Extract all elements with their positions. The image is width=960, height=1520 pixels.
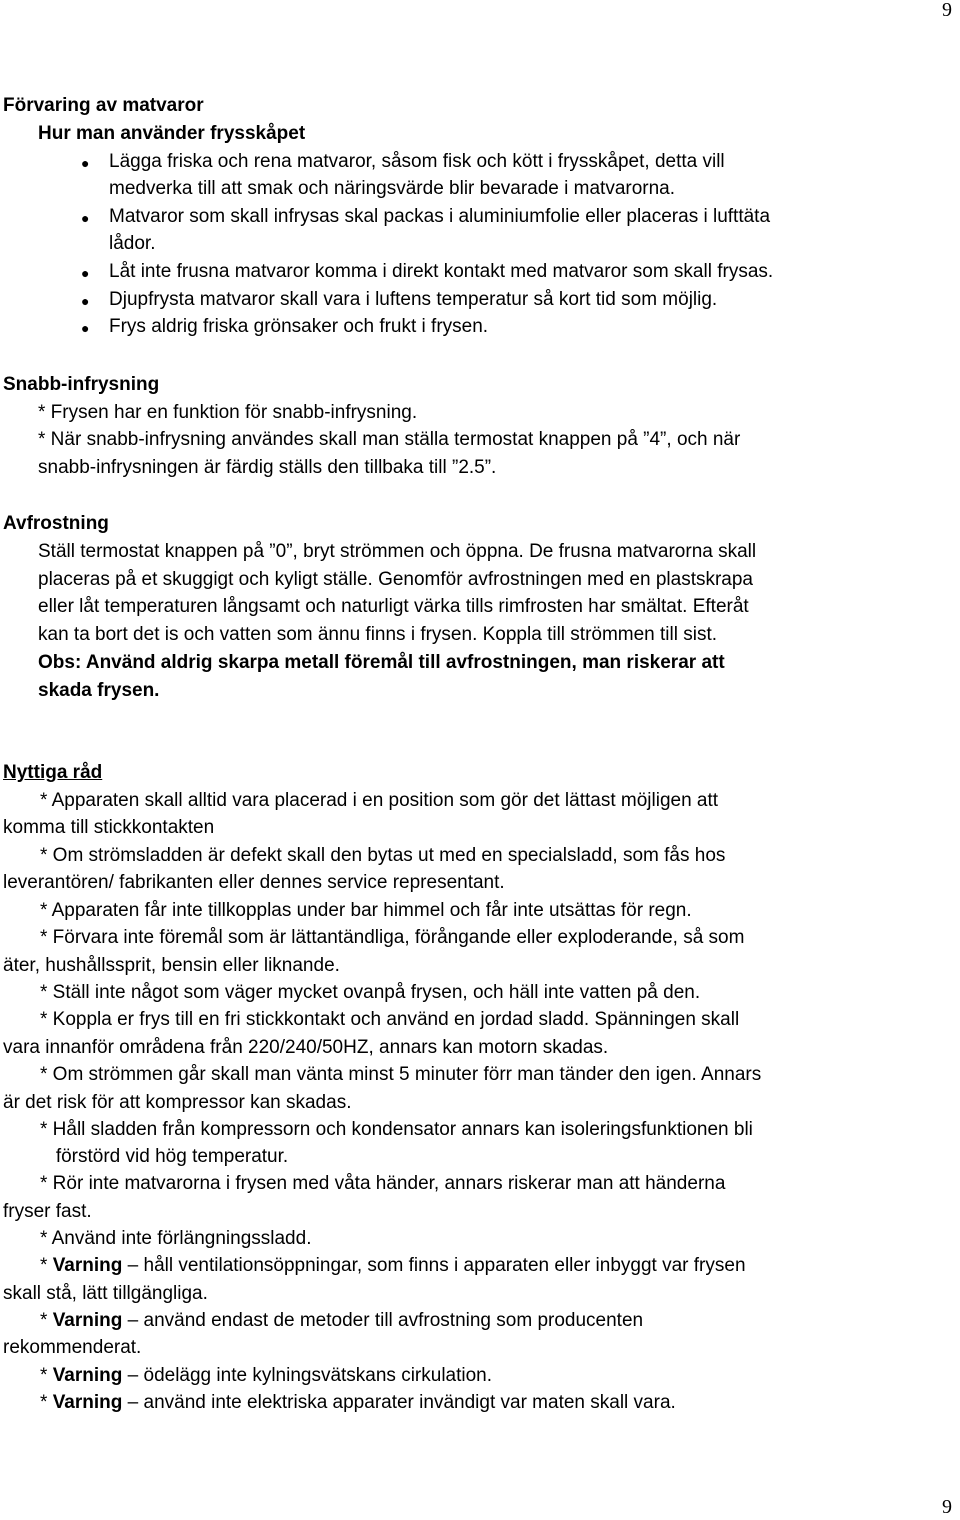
warning-line	[40, 1389, 676, 1417]
tip-line: * Koppla er frys till en fri stickkontakt och använd en jordad sladd. Spänningen skall	[40, 1009, 740, 1030]
tip-line: * Förvara inte föremål som är lättantändliga, förångande eller exploderande, så som	[40, 927, 745, 948]
bullet-icon: ●	[81, 265, 90, 281]
bullet-text: Matvaror som skall infrysas skal packas i aluminiumfolie eller placeras i lufttäta	[109, 206, 771, 227]
page-number-bottom: 9	[942, 1496, 952, 1518]
tip-line: komma till stickkontakten	[3, 817, 215, 838]
bullet-text: Låt inte frusna matvaror komma i direkt kontakt med matvaror som skall frysas.	[109, 261, 774, 282]
warning-text: – använd endast de metoder till avfrostning som producenten	[122, 1310, 644, 1331]
tip-line: är det risk för att kompressor kan skadas.	[3, 1092, 352, 1113]
quickfreeze-line: snabb-infrysningen är färdig ställs den tillbaka till ”2.5”.	[38, 457, 497, 478]
tip-line: * Om strömmen går skall man vänta minst 5 minuter förr man tänder den igen. Annars	[40, 1064, 762, 1085]
section-title-storage: Förvaring av matvaror	[3, 95, 204, 116]
tip-line: förstörd vid hög temperatur.	[40, 1146, 289, 1167]
tip-line: äter, hushållssprit, bensin eller liknande.	[3, 955, 340, 976]
bullet-text: medverka till att smak och näringsvärde blir bevarade i matvarorna.	[109, 178, 676, 199]
warning-line: skall stå, lätt tillgängliga.	[3, 1283, 208, 1304]
tip-line: * Ställ inte något som väger mycket ovanpå frysen, och häll inte vatten på den.	[40, 982, 701, 1003]
tip-line: vara innanför områdena från 220/240/50HZ, annars kan motorn skadas.	[3, 1037, 609, 1058]
bullet-text: Lägga friska och rena matvaror, såsom fisk och kött i frysskåpet, detta vill	[109, 151, 725, 172]
page-number-top: 9	[942, 0, 952, 21]
warning-word: Varning	[52, 1310, 123, 1331]
warning-star: *	[40, 1255, 53, 1276]
tip-line: * Apparaten skall alltid vara placerad i en position som gör det lättast möjligen att	[40, 790, 719, 811]
defrost-line: kan ta bort det is och vatten som ännu finns i frysen. Koppla till strömmen till sist.	[38, 624, 718, 645]
bullet-icon: ●	[81, 155, 90, 171]
warning-line	[40, 1362, 492, 1390]
warning-line: rekommenderat.	[3, 1337, 142, 1358]
section-title-quickfreeze: Snabb-infrysning	[3, 374, 160, 395]
quickfreeze-line: * När snabb-infrysning användes skall man ställa termostat knappen på ”4”, och när	[38, 429, 741, 450]
bullet-text: lådor.	[109, 233, 156, 254]
warning-text: – ödelägg inte kylningsvätskans cirkulation.	[122, 1365, 493, 1386]
warning-star: *	[40, 1392, 53, 1413]
warning-text: – använd inte elektriska apparater invändigt var maten skall vara.	[122, 1392, 676, 1413]
warning-text: – håll ventilationsöppningar, som finns i apparaten eller inbyggt var frysen	[122, 1255, 746, 1276]
tip-line: * Apparaten får inte tillkopplas under bar himmel och får inte utsättas för regn.	[40, 900, 692, 921]
tip-line: leverantören/ fabrikanten eller dennes service representant.	[3, 872, 505, 893]
defrost-warning: Obs: Använd aldrig skarpa metall föremål till avfrostningen, man riskerar att	[38, 652, 725, 673]
bullet-text: Frys aldrig friska grönsaker och frukt i frysen.	[109, 316, 489, 337]
bullet-icon: ●	[81, 293, 90, 309]
defrost-line: eller låt temperaturen långsamt och naturligt värka tills rimfrosten har smältat. Efteråt	[38, 596, 749, 617]
tip-line: * Använd inte förlängningssladd.	[40, 1228, 312, 1249]
tip-line: * Rör inte matvarorna i frysen med våta händer, annars riskerar man att händerna	[40, 1173, 726, 1194]
tip-line: * Håll sladden från kompressorn och kondensator annars kan isoleringsfunktionen bli	[40, 1119, 753, 1140]
warning-word: Varning	[52, 1255, 123, 1276]
defrost-warning: skada frysen.	[38, 680, 160, 701]
defrost-line: placeras på et skuggigt och kyligt ställe. Genomför avfrostningen med en plastskrapa	[38, 569, 753, 590]
warning-star: *	[40, 1365, 53, 1386]
bullet-text: Djupfrysta matvaror skall vara i luftens temperatur så kort tid som möjlig.	[109, 289, 718, 310]
section-title-defrost: Avfrostning	[3, 513, 109, 534]
subsection-title-freezer-use: Hur man använder frysskåpet	[38, 123, 306, 144]
warning-word: Varning	[52, 1392, 123, 1413]
bullet-icon: ●	[81, 320, 90, 336]
defrost-line: Ställ termostat knappen på ”0”, bryt strömmen och öppna. De frusna matvarorna skall	[38, 541, 757, 562]
tip-line: * Om strömsladden är defekt skall den bytas ut med en specialsladd, som fås hos	[40, 845, 726, 866]
tip-line: fryser fast.	[3, 1201, 92, 1222]
quickfreeze-line: * Frysen har en funktion för snabb-infrysning.	[38, 402, 418, 423]
section-title-tips: Nyttiga råd	[3, 762, 103, 783]
bullet-icon: ●	[81, 210, 90, 226]
warning-word: Varning	[52, 1365, 123, 1386]
warning-line	[40, 1307, 643, 1335]
warning-star: *	[40, 1310, 53, 1331]
warning-line	[40, 1252, 746, 1280]
